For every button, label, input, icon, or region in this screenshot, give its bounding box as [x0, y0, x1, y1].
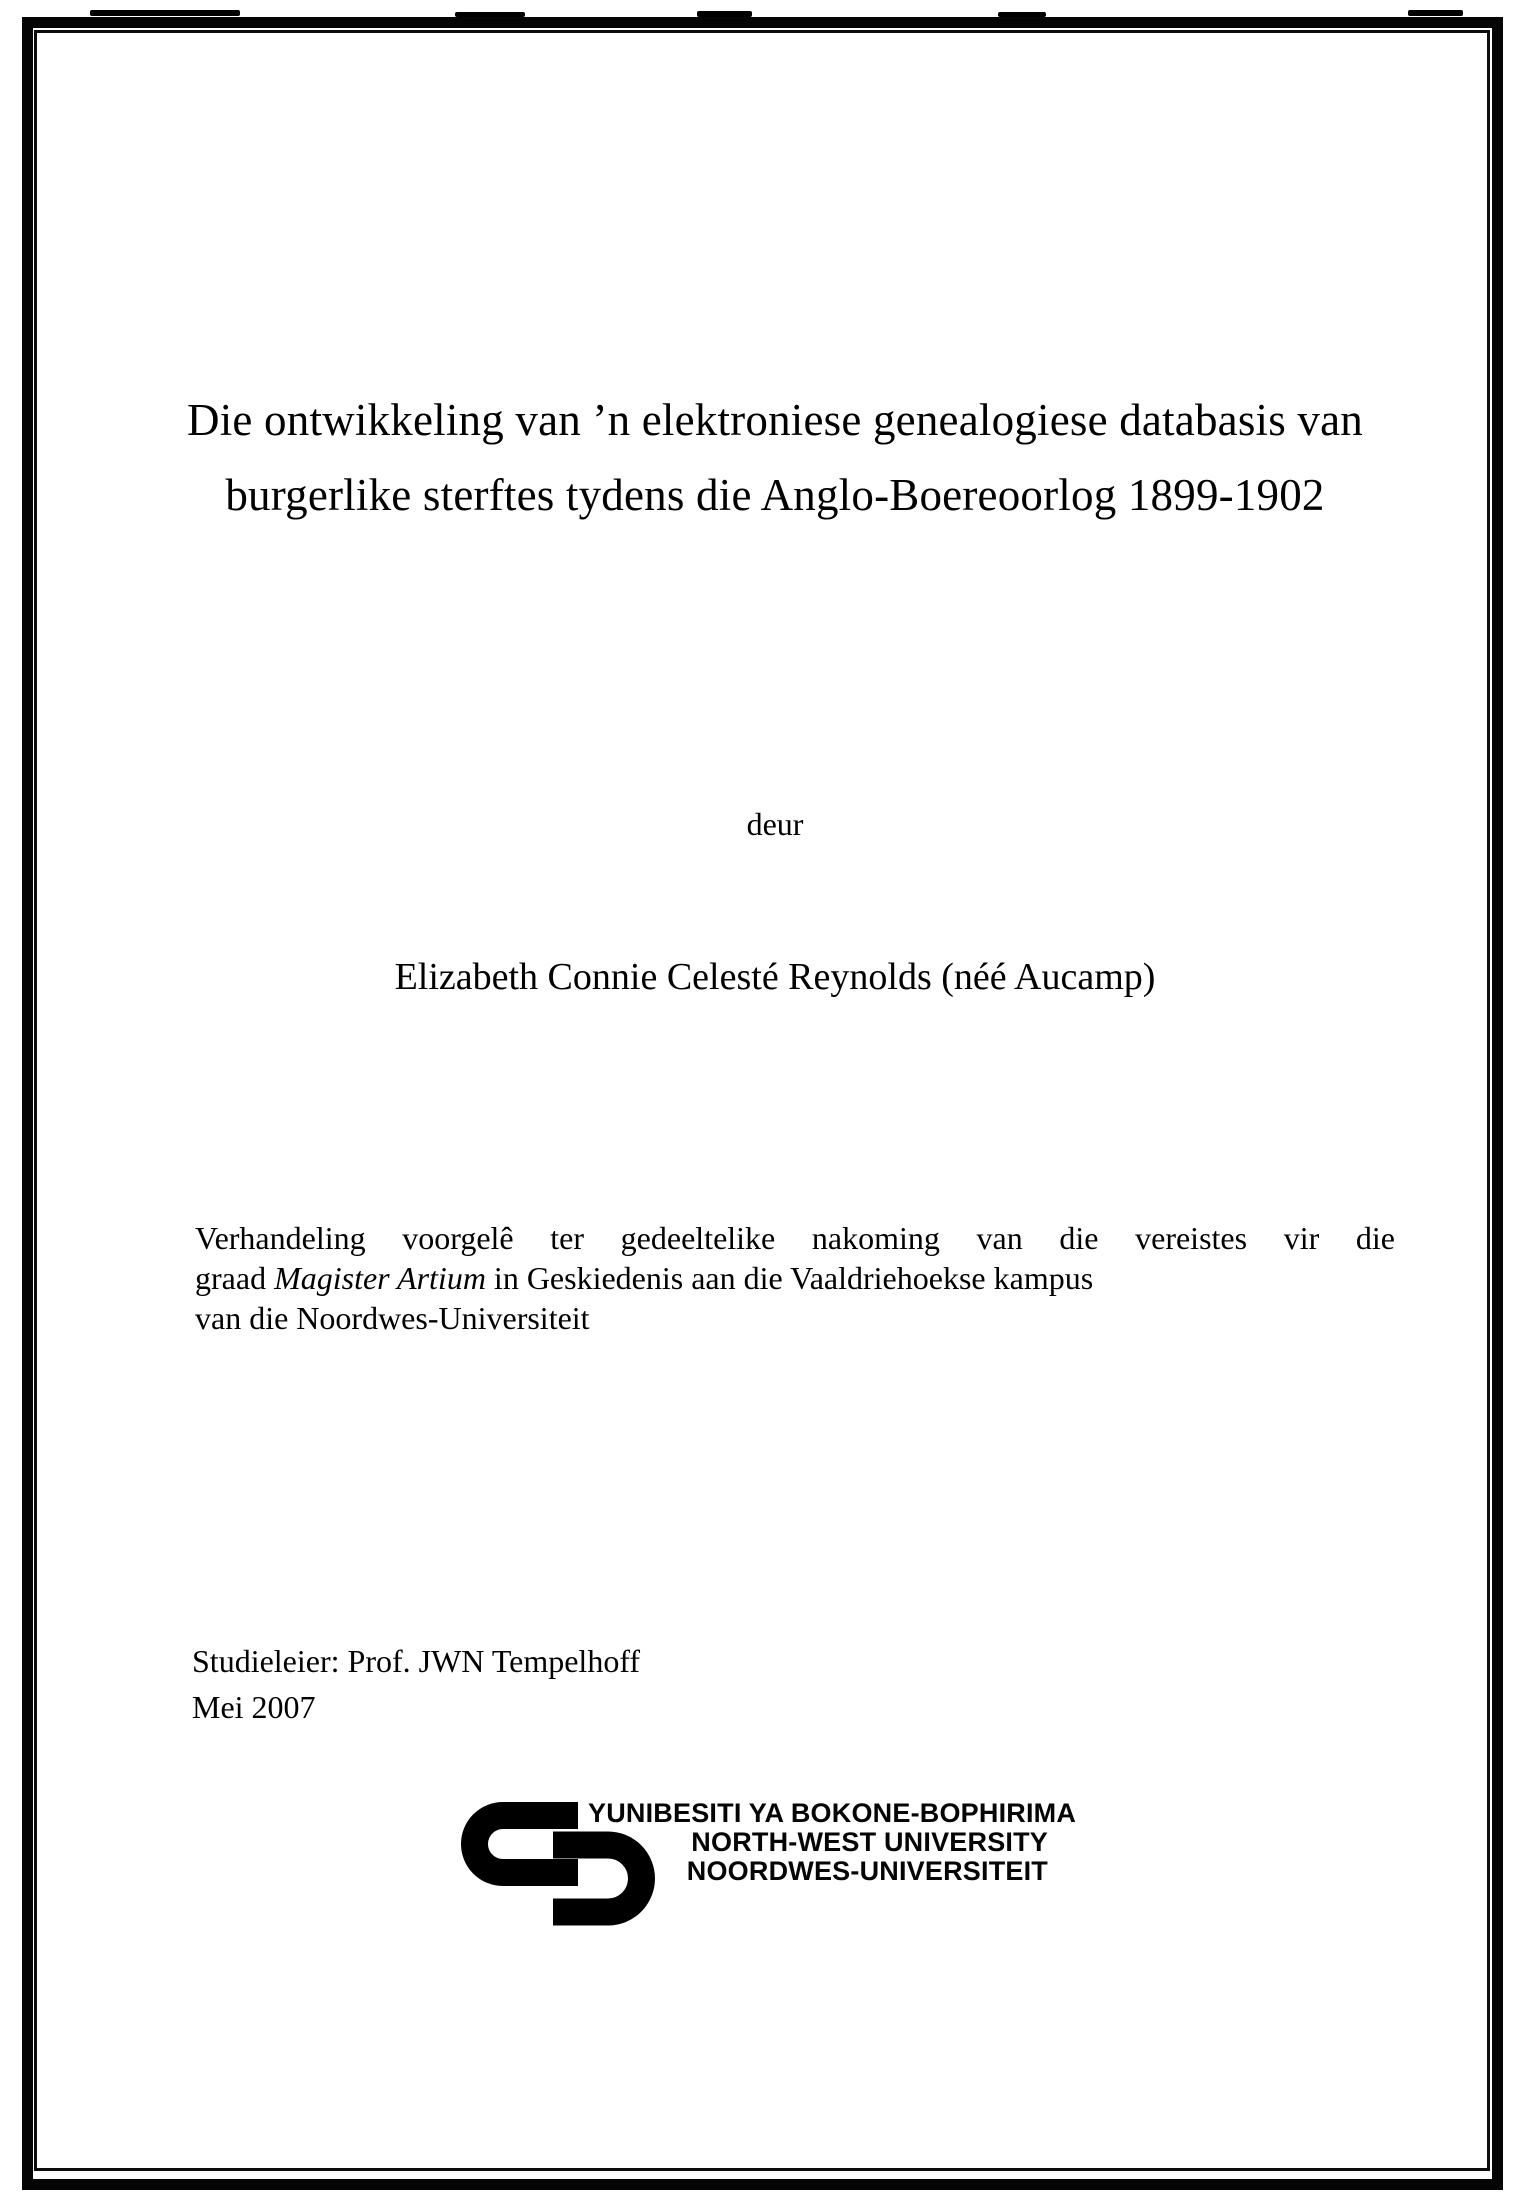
degree-statement-line-3: van die Noordwes-Universiteit	[195, 1300, 590, 1336]
thesis-title-line-2: burgerlike sterftes tydens die Anglo-Boereoorlog 1899-1902	[225, 470, 1325, 520]
degree-statement-line-2-prefix: graad	[195, 1260, 275, 1296]
author-name: Elizabeth Connie Celesté Reynolds (néé Aucamp)	[394, 956, 1156, 998]
supervisor-line: Studieleier: Prof. JWN Tempelhoff	[192, 1643, 641, 1679]
degree-name-italic: Magister Artium	[274, 1260, 486, 1296]
date-line: Mei 2007	[192, 1689, 316, 1725]
logo-line-afrikaans: NOORDWES-UNIVERSITEIT	[686, 1856, 1048, 1886]
degree-statement	[195, 1218, 1395, 1338]
byline-label: deur	[746, 806, 804, 842]
degree-statement-line-2-suffix: in Geskiedenis aan die Vaaldriehoekse kampus	[485, 1260, 1094, 1296]
scan-artifact	[90, 10, 240, 16]
thesis-title-line-1: Die ontwikkeling van ’n elektroniese genealogiese databasis van	[187, 395, 1363, 445]
degree-statement-line-2	[195, 1258, 1395, 1298]
scan-artifact	[1408, 10, 1463, 16]
logo-line-english: NORTH-WEST UNIVERSITY	[691, 1827, 1048, 1857]
nwu-logo-wordmark	[588, 1798, 1077, 1886]
logo-line-setswana: YUNIBESITI YA BOKONE-BOPHIRIMA	[588, 1798, 1077, 1828]
supervisor-block	[192, 1638, 640, 1730]
degree-statement-line-1: Verhandeling voorgelê ter gedeeltelike nakoming van die vereistes vir die	[195, 1220, 1395, 1256]
